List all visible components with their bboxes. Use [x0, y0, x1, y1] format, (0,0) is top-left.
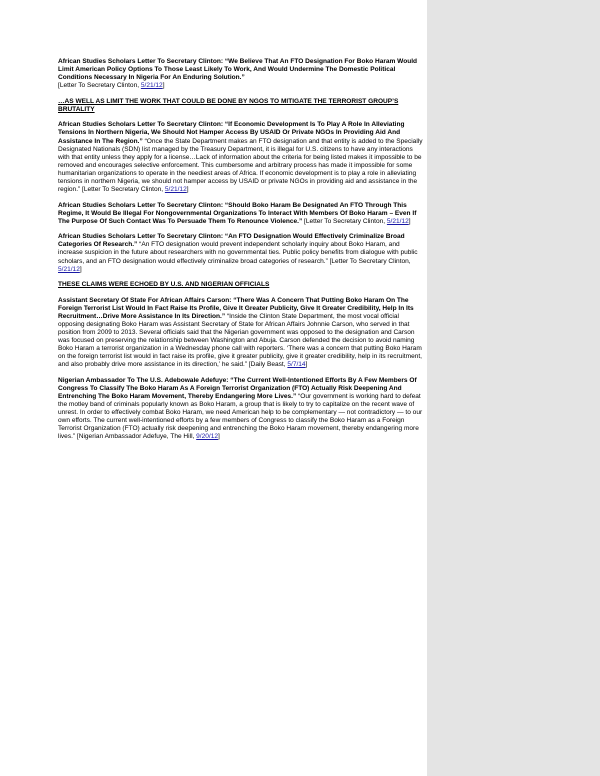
paragraph-heading: Nigerian Ambassador To The U.S. Adebowale Adefuye: “The Current Well-Intentioned Efforts By A Few Members Of Congress To Classify The Boko Haram As A Foreign Terrorist Organization (FTO) Actually Risk Deepening And Entrenching The Boko Haram Movement, Thereby Endangering More Lives.” — [58, 376, 417, 401]
paragraph-text: [Letter To Secretary Clinton, — [302, 217, 387, 225]
citation-prefix: [Letter To Secretary Clinton, — [58, 82, 141, 90]
citation-link[interactable]: 5/21/12 — [140, 82, 163, 90]
paragraph-text: “Inside the Clinton State Department, the most vocal official opposing designating Boko Haram was Assistant Secretary of State for African Affairs Johnnie Carson, who served in that position from 2009 to 2013. Several officials said that the Nigerian government was opposed to the designation and Carson was focused on preserving the relationship between Washington and Abuja. Carson defended the decision to avoid naming Boko Haram a terrorist organization in a Wednesday phone call with reporters. ‘There was a concern that putting Boko Haram on the foreign terrorist list would in fact raise its profile, give it greater publicity, give it greater credibility, help in its recruitment, and also probably drive more assistance in its direction,’ he said.” [Daily Beast, — [58, 312, 422, 369]
comment-margin-pane — [427, 0, 600, 776]
paragraph-scholars-research — [58, 233, 423, 273]
section-heading-officials: THESE CLAIMS WERE ECHOED BY U.S. AND NIGERIAN OFFICIALS — [58, 281, 270, 289]
section-heading-ngo-work: …AS WELL AS LIMIT THE WORK THAT COULD BE DONE BY NGOS TO MITIGATE THE TERRORIST GROUP’S BRUTALITY — [58, 97, 399, 113]
citation-suffix: ] — [162, 82, 165, 90]
document-body — [58, 58, 423, 449]
citation-suffix: ] — [79, 265, 82, 273]
paragraph-scholars-limit-options — [58, 58, 423, 90]
citation-link[interactable]: 5/21/12 — [386, 217, 409, 225]
paragraph-scholars-usaid-access — [58, 121, 423, 194]
citation-suffix: ] — [408, 217, 411, 225]
citation-link[interactable]: 5/21/12 — [58, 265, 80, 273]
paragraph-heading: African Studies Scholars Letter To Secretary Clinton: “Should Boko Haram Be Designated An FTO Through This Regime, It Would Be Illegal For Nongovernmental Organizations To Interact With Members Of Boko Haram – Even If The Purpose Of Such Contact Was To Persuade Them To Renounce Violence.” — [58, 201, 417, 225]
paragraph-heading: African Studies Scholars Letter To Secretary Clinton: “We Believe That An FTO Designation For Boko Haram Would Limit American Policy Options To Those Least Likely To Work, And Would Undermine The Domestic Political Conditions Necessary In Nigeria For An Enduring Solution.” — [58, 58, 418, 82]
paragraph-heading: Assistant Secretary Of State For African Affairs Carson: “There Was A Concern That Putting Boko Haram On The Foreign Terrorist List Would In Fact Raise Its Profile, Give It Greater Publicity, Give It Greater Credibility, Help In Its Recruitment…Drive More Assistance In Its Direction.” — [58, 296, 414, 320]
citation-suffix: ] — [186, 186, 189, 194]
citation-suffix: ] — [218, 433, 220, 441]
citation-link[interactable]: 9/20/12 — [196, 433, 218, 441]
paragraph-text: “An FTO designation would prevent independent scholarly inquiry about Boko Haram, and increase suspicion in the future about researchers with no governmental ties. Public policy benefits from dialogue with public scholars, and an FTO designation would effectively criminalize broad categories of research.” [Letter To Secretary Clinton, — [58, 241, 418, 265]
paragraph-carson — [58, 297, 423, 370]
paragraph-adefuye — [58, 377, 423, 442]
paragraph-text: “Our government is working hard to defeat the motley band of criminals popularly known as Boko Haram, a group that is likely to try to capitalize on the recent wave of unrest. In order to effectively combat Boko Haram, we need American help to be complementary — not contradictory — to our own efforts. The current well-intentioned efforts by a few members of Congress to classify the Boko Haram as a Foreign Terrorist Organization (FTO) actually risk deepening and entrenching the Boko Haram movement, thereby endangering more lives.” [Nigerian Ambassador Adefuye, The Hill, — [58, 393, 423, 441]
paragraph-heading: African Studies Scholars Letter To Secretary Clinton: “An FTO Designation Would Effectively Criminalize Broad Categories Of Research.” — [58, 233, 405, 249]
paragraph-text: “Once the State Department makes an FTO designation and that entity is added to the Specially Designated Nationals (SDN) list managed by the Treasury Department, it is illegal for U.S. citizens to have any interactions with that entity unless they apply for a license…Lack of information about the criteria for being listed makes it impossible to be removed and encourages selective enforcement. This cumbersome and arbitrary process has made it impossible for some humanitarian organizations to operate in the neediest areas of Africa. If economic development is to play a role in alleviating tensions in northern Nigeria, we should not hamper access by USAID or private NGOs in providing aid and assistance in the region.” [Letter To Secretary Clinton, — [58, 137, 423, 194]
citation-suffix: ] — [305, 361, 308, 369]
paragraph-scholars-ngo-interaction — [58, 202, 423, 226]
citation-link[interactable]: 5/7/14 — [287, 361, 306, 369]
citation-link[interactable]: 5/21/12 — [164, 186, 187, 194]
paragraph-heading: African Studies Scholars Letter To Secretary Clinton: “If Economic Development Is To Play A Role In Alleviating Tensions In Northern Nigeria, We Should Not Hamper Access By USAID Or Private NGOs In Providing Aid And Assistance In The Region.” — [58, 121, 405, 145]
